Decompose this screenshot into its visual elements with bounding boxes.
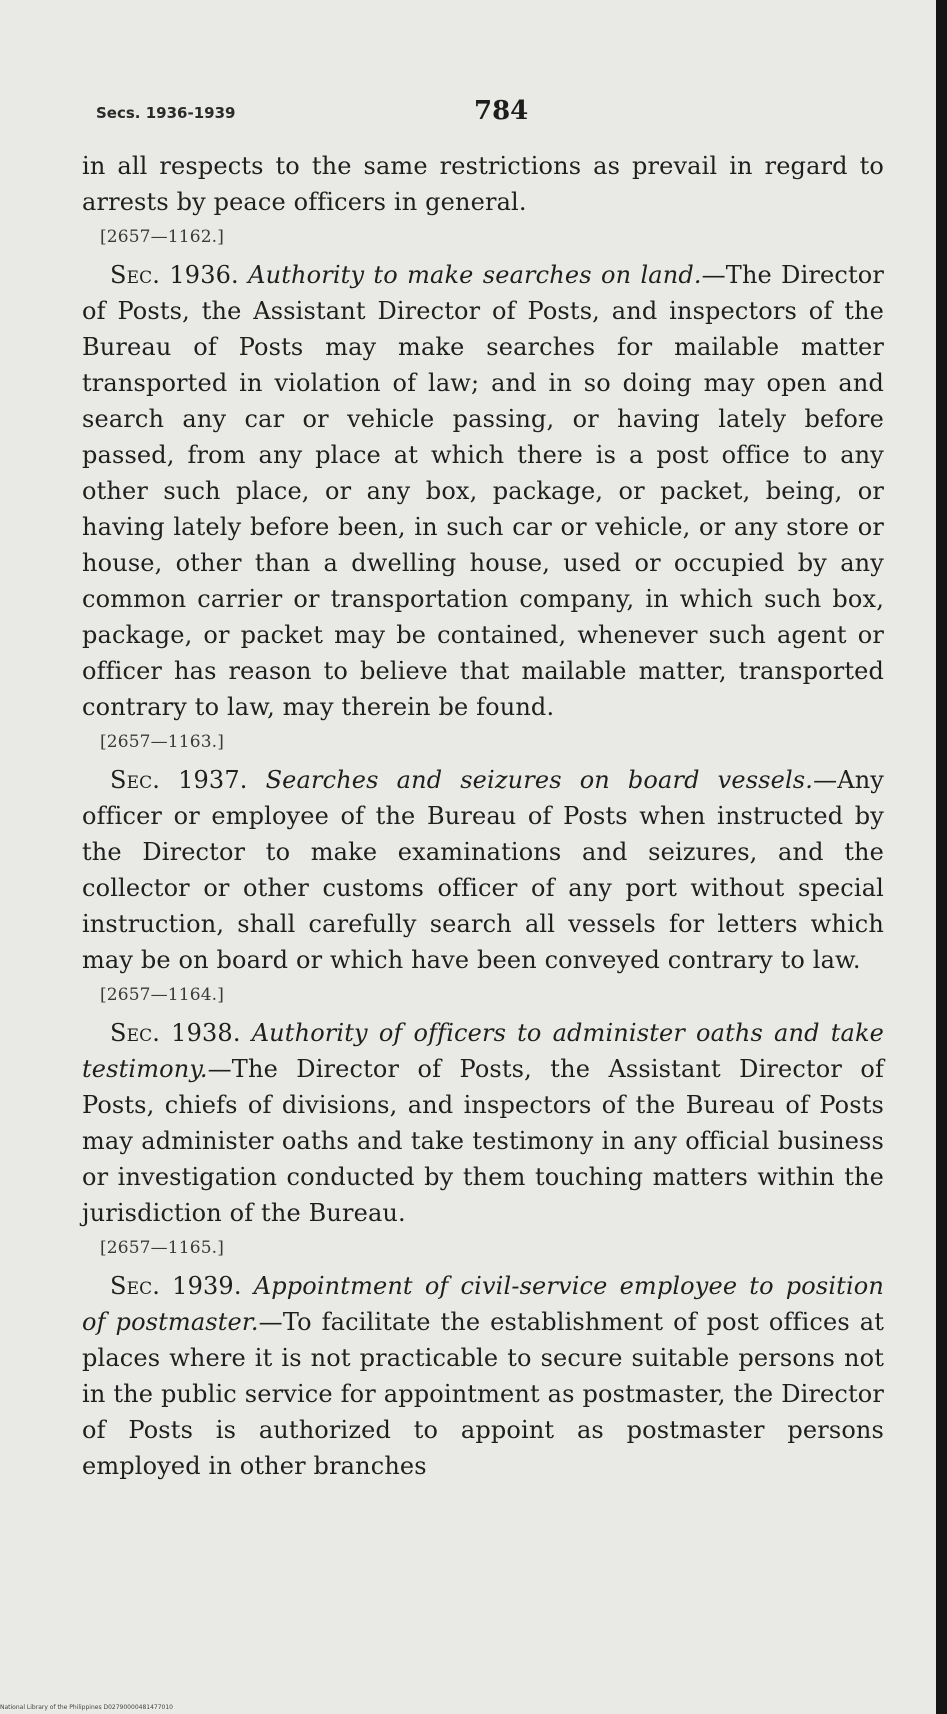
section-reference: [2657—1164.] — [100, 985, 224, 1005]
page-content — [82, 96, 884, 1484]
section-label: Sec. 1939. — [110, 1272, 242, 1300]
section-label: Sec. 1937. — [110, 766, 248, 794]
section-range: Secs. 1936-1939 — [96, 104, 236, 122]
section-title: Authority of officers to administer oaths and take testimony. — [82, 1019, 884, 1083]
section-1937 — [82, 762, 884, 978]
section-1939 — [82, 1268, 884, 1484]
section-text: —To facilitate the establishment of post offices at places where it is not practicable to secure suitable persons not in the public service for appointment as postmaster, the Director of Posts is authorized to appoint as postmaster persons employed in other branches — [82, 1308, 884, 1480]
section-label: Sec. 1936. — [110, 261, 239, 289]
section-label: Sec. 1938. — [110, 1019, 241, 1047]
section-title: Authority to make searches on land. — [248, 261, 702, 289]
page-number: 784 — [474, 96, 529, 126]
section-1938 — [82, 1015, 884, 1231]
opening-paragraph: in all respects to the same restrictions as prevail in regard to arrests by peace officers in general. — [82, 152, 884, 216]
section-reference: [2657—1162.] — [100, 227, 224, 247]
scan-edge — [936, 0, 947, 1714]
section-1936 — [82, 257, 884, 725]
scan-footer-note: National Library of the Philippines D02790000481477010 — [0, 1704, 173, 1711]
section-reference: [2657—1163.] — [100, 732, 224, 752]
section-title: Searches and seizures on board vessels. — [265, 766, 814, 794]
section-text: —The Director of Posts, the Assistant Director of Posts, and inspectors of the Bureau of Posts may make searches for mailable matter transported in violation of law; and in so doing may open and search any car or vehicle passing, or having lately before passed, from any place at which there is a post office to any other such place, or any box, package, or packet, being, or having lately before been, in such car or vehicle, or any store or house, other than a dwelling house, used or occupied by any common carrier or transportation company, in which such box, package, or packet may be contained, whenever such agent or officer has reason to believe that mailable matter, transported contrary to law, may therein be found. — [82, 261, 884, 721]
section-text: —The Director of Posts, the Assistant Director of Posts, chiefs of divisions, and inspectors of the Bureau of Posts may administer oaths and take testimony in any official business or investigation conducted by them touching matters within the jurisdiction of the Bureau. — [82, 1055, 884, 1227]
section-text: —Any officer or employee of the Bureau of Posts when instructed by the Director to make examinations and seizures, and the collector or other customs officer of any port without special instruction, shall carefully search all vessels for letters which may be on board or which have been conveyed contrary to law. — [82, 766, 885, 974]
section-title: Appointment of civil-service employee to position of postmaster. — [82, 1272, 884, 1336]
section-reference: [2657—1165.] — [100, 1238, 224, 1258]
page-header — [82, 96, 884, 130]
